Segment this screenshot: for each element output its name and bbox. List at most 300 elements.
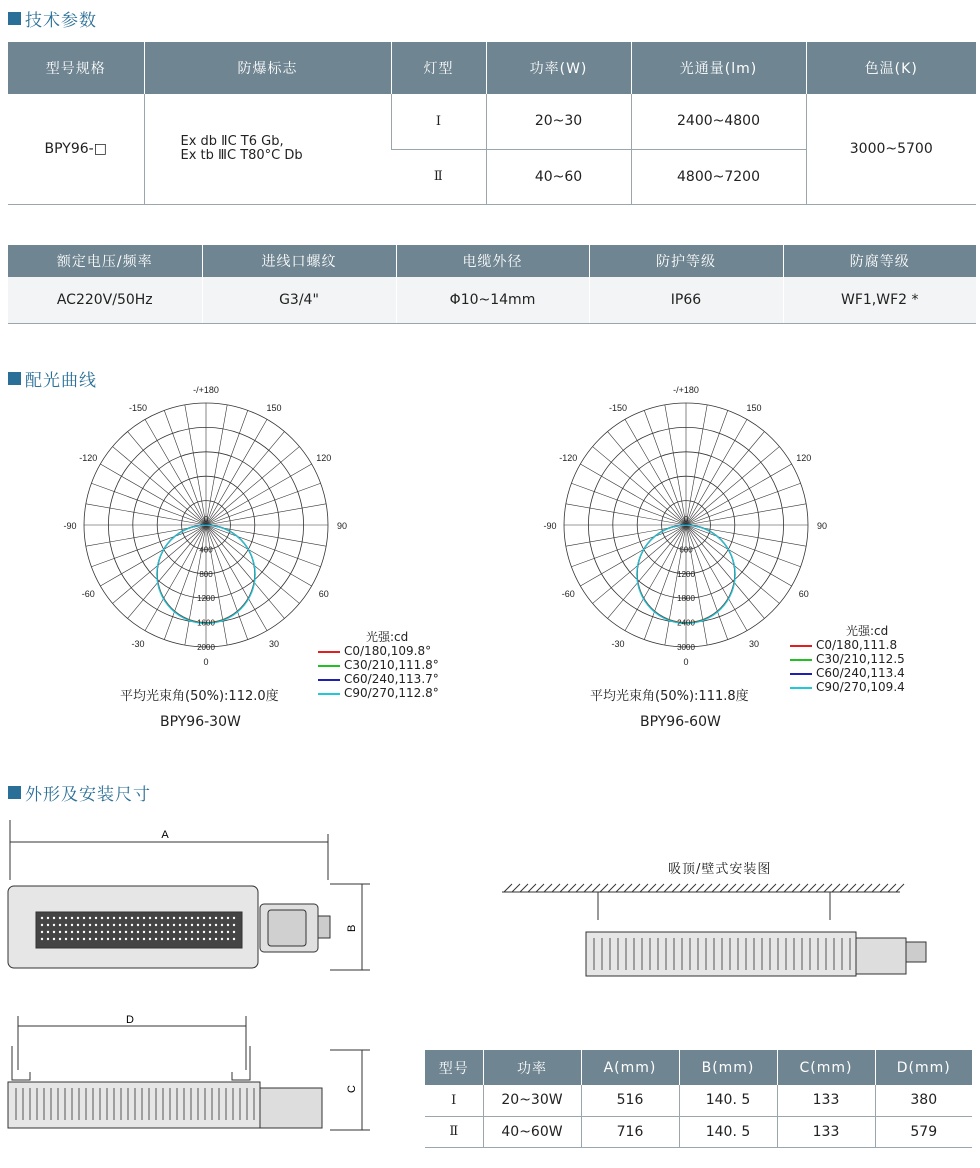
led-dot (59, 931, 61, 933)
th-voltage: 额定电压/频率 (8, 245, 202, 277)
angle-label: 120 (316, 453, 332, 463)
angle-label: -60 (561, 589, 575, 599)
led-dot (227, 924, 229, 926)
led-dot (119, 924, 121, 926)
led-dot (215, 938, 217, 940)
cell-voltage: AC220V/50Hz (8, 277, 202, 323)
led-dot (125, 931, 127, 933)
led-dot (89, 924, 91, 926)
ceiling-hatch (520, 884, 528, 892)
led-dot (131, 917, 133, 919)
led-dot (77, 924, 79, 926)
led-dot (185, 931, 187, 933)
led-dot (119, 938, 121, 940)
led-dot (83, 924, 85, 926)
th-d: D(mm) (875, 1050, 972, 1085)
led-dot (209, 931, 211, 933)
led-dot (107, 917, 109, 919)
cell: 579 (875, 1116, 972, 1147)
led-dot (131, 924, 133, 926)
ceiling-hatch (504, 884, 512, 892)
led-dot (101, 924, 103, 926)
led-dot (41, 917, 43, 919)
led-dot (47, 917, 49, 919)
led-dot (89, 917, 91, 919)
ceiling-hatch (624, 884, 632, 892)
th-model: 型号 (425, 1050, 483, 1085)
legend-item-c90: C90/270,112.8° (318, 686, 439, 700)
angle-label: -60 (81, 589, 95, 599)
led-dot (53, 938, 55, 940)
angle-label: 0 (203, 657, 209, 667)
ceiling-hatch (880, 884, 888, 892)
led-dot (185, 938, 187, 940)
legend-unit: 光强:cd (366, 630, 409, 644)
led-dot (149, 924, 151, 926)
legend-item-c30: C30/210,111.8° (318, 658, 439, 672)
th-ip: 防护等级 (589, 245, 783, 277)
led-dot (125, 924, 127, 926)
angle-label: -90 (63, 521, 77, 531)
angle-label: 30 (268, 638, 280, 649)
led-dot (143, 917, 145, 919)
angle-label: 150 (266, 403, 282, 414)
dim-label-b: B (346, 924, 358, 932)
mounting-drawing (500, 880, 940, 990)
led-dot (113, 938, 115, 940)
cell-model: BPY96-□ (8, 94, 144, 204)
led-dot (89, 931, 91, 933)
led-dot (71, 938, 73, 940)
led-dot (203, 938, 205, 940)
led-dot (191, 938, 193, 940)
ceiling-hatch (856, 884, 864, 892)
led-dot (95, 931, 97, 933)
led-dot (65, 917, 67, 919)
led-dot (191, 924, 193, 926)
ring-label: 1600 (197, 618, 215, 628)
angle-label: 60 (318, 589, 329, 599)
blue-line-icon (318, 679, 340, 681)
led-dot (167, 924, 169, 926)
section-title-curve: 配光曲线 (8, 366, 97, 391)
ceiling-hatch (680, 884, 688, 892)
led-dot (203, 931, 205, 933)
ceiling-hatch (848, 884, 856, 892)
ceiling-hatch (688, 884, 696, 892)
angle-label: -30 (131, 638, 145, 649)
cell: 516 (581, 1085, 679, 1116)
th-b: B(mm) (679, 1050, 777, 1085)
led-dot (173, 924, 175, 926)
led-dot (65, 924, 67, 926)
led-dot (83, 917, 85, 919)
led-dot (161, 938, 163, 940)
th-marking: 防爆标志 (144, 42, 391, 94)
led-dot (83, 931, 85, 933)
led-dot (197, 917, 199, 919)
angle-label: -90 (543, 521, 557, 531)
legend-item-c0: C0/180,111.8 (790, 638, 905, 652)
ceiling-hatch (800, 884, 808, 892)
cell: Ⅱ (425, 1116, 483, 1147)
ceiling-hatch (600, 884, 608, 892)
led-dot (155, 924, 157, 926)
angle-label: -120 (559, 453, 578, 463)
led-dot (71, 924, 73, 926)
marking-line-1: Ex db ⅡC T6 Gb, (180, 133, 284, 149)
led-dot (233, 917, 235, 919)
led-dot (113, 924, 115, 926)
led-dot (131, 931, 133, 933)
cell: 140. 5 (679, 1085, 777, 1116)
ceiling-hatch (592, 884, 600, 892)
cell: 380 (875, 1085, 972, 1116)
led-dot (137, 938, 139, 940)
th-model: 型号规格 (8, 42, 144, 94)
led-dot (83, 938, 85, 940)
dim-label-c: C (346, 1085, 358, 1093)
led-dot (209, 938, 211, 940)
led-dot (41, 924, 43, 926)
ceiling-hatch (568, 884, 576, 892)
led-dot (173, 931, 175, 933)
led-dot (209, 924, 211, 926)
led-dot (125, 917, 127, 919)
ceiling-hatch (840, 884, 848, 892)
cell: 20~30W (483, 1085, 581, 1116)
led-dot (155, 931, 157, 933)
led-dot (197, 938, 199, 940)
led-dot (185, 917, 187, 919)
led-dot (41, 931, 43, 933)
led-dot (149, 938, 151, 940)
section-title-dims: 外形及安装尺寸 (8, 780, 151, 805)
led-dot (191, 931, 193, 933)
ceiling-hatch (632, 884, 640, 892)
angle-label: -150 (608, 403, 628, 414)
ceiling-hatch (640, 884, 648, 892)
cell: 716 (581, 1116, 679, 1147)
th-flux: 光通量(lm) (631, 42, 806, 94)
th-a: A(mm) (581, 1050, 679, 1085)
dim-label-a: A (161, 829, 169, 841)
ring-label: 1200 (197, 594, 215, 604)
ceiling-hatch (736, 884, 744, 892)
ceiling-hatch (776, 884, 784, 892)
led-dot (95, 938, 97, 940)
ceiling-hatch (608, 884, 616, 892)
marking-line-2: Ex tb ⅢC T80°C Db (180, 147, 303, 163)
beam-angle-60w: 平均光束角(50%):111.8度 (590, 689, 749, 704)
beam-angle-30w: 平均光束角(50%):112.0度 (120, 689, 279, 704)
led-dot (119, 931, 121, 933)
led-dot (53, 931, 55, 933)
led-dot (71, 931, 73, 933)
ceiling-hatch (544, 884, 552, 892)
led-dot (89, 938, 91, 940)
cell: 140. 5 (679, 1116, 777, 1147)
led-dot (59, 924, 61, 926)
led-dot (221, 938, 223, 940)
led-dot (215, 917, 217, 919)
legend-60w (790, 624, 905, 694)
ceiling-hatch (816, 884, 824, 892)
led-dot (113, 917, 115, 919)
led-dot (167, 938, 169, 940)
led-dot (221, 931, 223, 933)
cell-thread: G3/4" (202, 277, 396, 323)
ceiling-hatch (648, 884, 656, 892)
cell-marking (144, 94, 391, 204)
ceiling-hatch (784, 884, 792, 892)
ceiling-hatch (768, 884, 776, 892)
led-dot (77, 938, 79, 940)
led-dot (47, 931, 49, 933)
green-line-icon (790, 659, 812, 661)
cyan-line-icon (790, 687, 812, 689)
ceiling-hatch (696, 884, 704, 892)
ceiling-hatch (664, 884, 672, 892)
red-line-icon (318, 651, 340, 653)
led-dot (203, 924, 205, 926)
legend-30w (318, 630, 439, 700)
cell-type-1: Ⅰ (391, 94, 486, 149)
legend-item-c60: C60/240,113.4 (790, 666, 905, 680)
led-dot (131, 938, 133, 940)
led-dot (167, 917, 169, 919)
led-dot (53, 924, 55, 926)
ceiling-hatch (616, 884, 624, 892)
led-dot (107, 931, 109, 933)
angle-label: -30 (611, 638, 625, 649)
led-dot (167, 931, 169, 933)
ring-label: 2400 (677, 618, 695, 628)
led-dot (203, 917, 205, 919)
led-dot (95, 917, 97, 919)
cyan-line-icon (318, 693, 340, 695)
table-header-row (425, 1050, 972, 1085)
cell-flux-2: 4800~7200 (631, 149, 806, 204)
th-type: 灯型 (391, 42, 486, 94)
ceiling-hatch (864, 884, 872, 892)
ceiling-hatch (752, 884, 760, 892)
cell-anticorrosion: WF1,WF2 * (783, 277, 976, 323)
led-dot (137, 931, 139, 933)
led-dot (59, 917, 61, 919)
led-dot (215, 931, 217, 933)
table-row (425, 1116, 972, 1147)
cell-type-2: Ⅱ (391, 149, 486, 204)
led-dot (47, 924, 49, 926)
angle-label: 120 (796, 453, 812, 463)
ring-label: 1800 (677, 594, 695, 604)
ceiling-hatch (808, 884, 816, 892)
led-dot (101, 917, 103, 919)
cell-power-2: 40~60 (486, 149, 631, 204)
led-dot (179, 917, 181, 919)
dimension-drawings (0, 820, 420, 1165)
led-dot (197, 924, 199, 926)
led-dot (173, 938, 175, 940)
ring-label: 600 (679, 545, 693, 555)
ceiling-hatch (560, 884, 568, 892)
led-dot (155, 938, 157, 940)
led-dot (149, 917, 151, 919)
led-dot (161, 924, 163, 926)
led-dot (77, 931, 79, 933)
angle-label: 150 (746, 403, 762, 414)
table-header-row (8, 42, 976, 94)
cell-cct: 3000~5700 (806, 94, 976, 204)
red-line-icon (790, 645, 812, 647)
led-dot (227, 931, 229, 933)
legend-item-c60: C60/240,113.7° (318, 672, 439, 686)
th-power: 功率(W) (486, 42, 631, 94)
led-dot (101, 938, 103, 940)
led-dot (233, 938, 235, 940)
table-row (8, 94, 976, 149)
ceiling-hatch (896, 884, 904, 892)
th-power: 功率 (483, 1050, 581, 1085)
led-dot (197, 931, 199, 933)
tech-spec-table (8, 42, 976, 205)
led-dot (227, 917, 229, 919)
led-dot (143, 938, 145, 940)
ring-label: 3000 (677, 643, 695, 652)
square-bullet-icon (8, 786, 21, 799)
ceiling-hatch (760, 884, 768, 892)
th-cable: 电缆外径 (396, 245, 589, 277)
mount-title: 吸顶/壁式安装图 (668, 862, 772, 877)
table-header-row (8, 245, 976, 277)
led-dot (209, 917, 211, 919)
green-line-icon (318, 665, 340, 667)
ceiling-hatch (744, 884, 752, 892)
cell: Ⅰ (425, 1085, 483, 1116)
ceiling-hatch (888, 884, 896, 892)
table-row (425, 1085, 972, 1116)
led-dot (179, 931, 181, 933)
th-thread: 进线口螺纹 (202, 245, 396, 277)
section-title-tech: 技术参数 (8, 6, 97, 31)
th-c: C(mm) (777, 1050, 875, 1085)
ceiling-hatch (872, 884, 880, 892)
cell-ip: IP66 (589, 277, 783, 323)
led-dot (137, 924, 139, 926)
ceiling-hatch (584, 884, 592, 892)
ceiling-hatch (792, 884, 800, 892)
ceiling-hatch (832, 884, 840, 892)
ceiling-hatch (528, 884, 536, 892)
cell-power-1: 20~30 (486, 94, 631, 149)
led-dot (53, 917, 55, 919)
led-dot (107, 938, 109, 940)
led-dot (161, 917, 163, 919)
cell: 133 (777, 1085, 875, 1116)
led-dot (215, 924, 217, 926)
chart-name-30w: BPY96-30W (160, 714, 241, 730)
center-label: 0 (683, 515, 689, 524)
led-dot (233, 931, 235, 933)
ceiling-hatch (704, 884, 712, 892)
led-dot (59, 938, 61, 940)
cell-cable: Φ10~14mm (396, 277, 589, 323)
led-dot (71, 917, 73, 919)
angle-label: 0 (683, 657, 689, 667)
led-dot (155, 917, 157, 919)
ring-label: 1200 (677, 569, 695, 579)
angle-label: 90 (816, 521, 828, 531)
led-dot (107, 924, 109, 926)
ceiling-hatch (720, 884, 728, 892)
led-dot (233, 924, 235, 926)
led-dot (143, 931, 145, 933)
angle-label: 60 (798, 589, 809, 599)
ceiling-hatch (536, 884, 544, 892)
ring-label: 800 (199, 569, 213, 579)
angle-label: -150 (128, 403, 148, 414)
led-dot (221, 924, 223, 926)
legend-item-c90: C90/270,109.4 (790, 680, 905, 694)
led-dot (161, 931, 163, 933)
led-dot (119, 917, 121, 919)
th-anticorrosion: 防腐等级 (783, 245, 976, 277)
square-bullet-icon (8, 372, 21, 385)
led-dot (101, 931, 103, 933)
ceiling-hatch (712, 884, 720, 892)
cell: 133 (777, 1116, 875, 1147)
cell: 40~60W (483, 1116, 581, 1147)
square-bullet-icon (8, 12, 21, 25)
led-dot (113, 931, 115, 933)
electrical-spec-table (8, 245, 976, 324)
led-dot (143, 924, 145, 926)
angle-label: -/+180 (193, 385, 219, 395)
led-dot (41, 938, 43, 940)
legend-item-c0: C0/180,109.8° (318, 644, 439, 658)
center-label: 0 (203, 515, 209, 524)
legend-item-c30: C30/210,112.5 (790, 652, 905, 666)
led-dot (191, 917, 193, 919)
blue-line-icon (790, 673, 812, 675)
led-dot (77, 917, 79, 919)
cell-flux-1: 2400~4800 (631, 94, 806, 149)
led-dot (221, 917, 223, 919)
chart-name-60w: BPY96-60W (640, 714, 721, 730)
led-dot (179, 924, 181, 926)
dim-label-d: D (126, 1014, 134, 1026)
angle-label: -/+180 (673, 385, 699, 395)
led-dot (137, 917, 139, 919)
led-dot (173, 917, 175, 919)
ceiling-hatch (552, 884, 560, 892)
led-dot (179, 938, 181, 940)
ceiling-hatch (672, 884, 680, 892)
led-dot (185, 924, 187, 926)
angle-label: 30 (748, 638, 760, 649)
ceiling-hatch (656, 884, 664, 892)
ceiling-hatch (728, 884, 736, 892)
angle-label: -120 (79, 453, 98, 463)
led-dot (149, 931, 151, 933)
polar-chart-30w (60, 385, 360, 680)
th-cct: 色温(K) (806, 42, 976, 94)
led-dot (95, 924, 97, 926)
ring-label: 2000 (197, 643, 215, 652)
ceiling-hatch (576, 884, 584, 892)
table-row (8, 277, 976, 323)
